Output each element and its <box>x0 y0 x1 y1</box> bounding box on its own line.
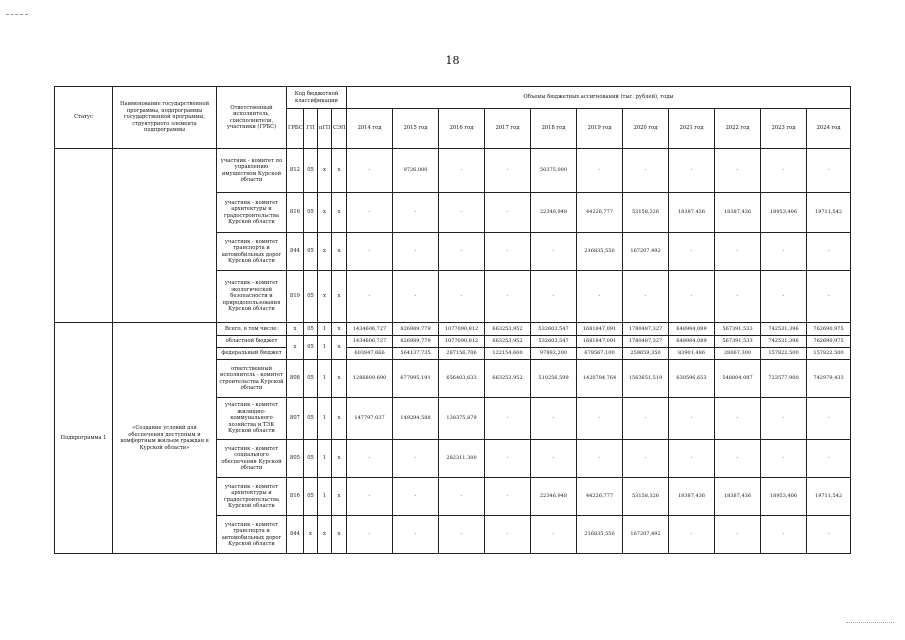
sep-cell: x <box>332 398 347 440</box>
value-cell: - <box>393 516 439 554</box>
header-responsible: Ответственный исполнитель, соисполнители, участники (ГРБС) <box>217 87 287 149</box>
value-cell: - <box>485 271 531 323</box>
header-year: 2019 год <box>577 109 623 149</box>
value-cell: 742531,396 <box>761 323 807 336</box>
value-cell: 157822,500 <box>807 348 851 360</box>
value-cell: 567391,533 <box>715 323 761 336</box>
gp-cell: 05 <box>304 193 318 233</box>
value-cell: 648984,089 <box>669 323 715 336</box>
value-cell: - <box>393 233 439 271</box>
value-cell: - <box>577 149 623 193</box>
total-label-cell: Всего, в том числе: <box>217 323 287 336</box>
value-cell: 216835,550 <box>577 233 623 271</box>
value-cell: - <box>623 398 669 440</box>
gp-cell: 05 <box>304 271 318 323</box>
pgp-cell: 1 <box>318 323 332 336</box>
value-cell: - <box>393 271 439 323</box>
header-year: 2015 год <box>393 109 439 149</box>
value-cell: - <box>669 398 715 440</box>
participant-cell: участник - комитет социального обеспечения Курской области <box>217 440 287 478</box>
grbs-cell: 844 <box>287 233 304 271</box>
subprogram-name-cell: «Создание условий для обеспечения доступным и комфортным жильем граждан в Курской области» <box>113 323 217 554</box>
value-cell: 723577,900 <box>761 360 807 398</box>
header-gp: ГП <box>304 109 318 149</box>
value-cell: 1681847,091 <box>577 323 623 336</box>
value-cell: 663253,952 <box>485 360 531 398</box>
value-cell: 677095,191 <box>393 360 439 398</box>
grbs-cell: x <box>287 336 304 360</box>
value-cell: - <box>761 233 807 271</box>
gp-cell: 05 <box>304 398 318 440</box>
value-cell: 157822,500 <box>761 348 807 360</box>
value-cell: 53158,326 <box>623 193 669 233</box>
value-cell: - <box>531 233 577 271</box>
value-cell: - <box>577 271 623 323</box>
value-cell: - <box>669 440 715 478</box>
value-cell: - <box>807 149 851 193</box>
value-cell: - <box>761 440 807 478</box>
value-cell: 97892,200 <box>531 348 577 360</box>
header-year: 2017 год <box>485 109 531 149</box>
value-cell: - <box>715 516 761 554</box>
value-cell: - <box>807 398 851 440</box>
sep-cell: x <box>332 323 347 336</box>
value-cell: 28067,300 <box>715 348 761 360</box>
pgp-cell: x <box>318 193 332 233</box>
grbs-cell: 812 <box>287 149 304 193</box>
value-cell: - <box>715 440 761 478</box>
value-cell: 742979,433 <box>807 360 851 398</box>
gp-cell: 05 <box>304 323 318 336</box>
value-cell: 1434606,727 <box>347 336 393 348</box>
header-sep: СЭП <box>332 109 347 149</box>
value-cell: 1434606,727 <box>347 323 393 336</box>
value-cell: - <box>485 149 531 193</box>
value-cell: 19711,542 <box>807 193 851 233</box>
pgp-cell: 1 <box>318 440 332 478</box>
value-cell: - <box>761 271 807 323</box>
value-cell: 147797,037 <box>347 398 393 440</box>
value-cell: - <box>439 193 485 233</box>
participant-cell: участник - комитет экологической безопасности и природопользования Курской области <box>217 271 287 323</box>
value-cell: 567391,533 <box>715 336 761 348</box>
value-cell: 742531,396 <box>761 336 807 348</box>
value-cell: - <box>531 440 577 478</box>
participant-cell: участник - комитет по управлению имуществом Курской области <box>217 149 287 193</box>
pgp-cell: 1 <box>318 398 332 440</box>
sep-cell: x <box>332 360 347 398</box>
participant-cell: участник - комитет архитектуры и градостроительства Курской области <box>217 478 287 516</box>
grbs-cell: 808 <box>287 360 304 398</box>
value-cell: 1420784,764 <box>577 360 623 398</box>
value-cell: 44226,777 <box>577 193 623 233</box>
value-cell: - <box>393 440 439 478</box>
value-cell: 603847,666 <box>347 348 393 360</box>
header-name: Наименование государственной программы, подпрограммы государственной программы, структурного элемента подпрограммы <box>113 87 217 149</box>
value-cell: - <box>761 149 807 193</box>
value-cell: 1780487,327 <box>623 323 669 336</box>
participant-cell: участник - комитет транспорта и автомобильных дорог Курской области <box>217 233 287 271</box>
pgp-cell: 1 <box>318 336 332 360</box>
subprogram-status-cell: Подпрограмма 1 <box>55 323 113 554</box>
status-cell-empty <box>55 149 113 323</box>
value-cell: 1563651,519 <box>623 360 669 398</box>
value-cell: - <box>669 149 715 193</box>
header-year: 2021 год <box>669 109 715 149</box>
pgp-cell: x <box>318 233 332 271</box>
value-cell: - <box>347 440 393 478</box>
value-cell: - <box>623 149 669 193</box>
grbs-cell: 807 <box>287 398 304 440</box>
value-cell: - <box>531 516 577 554</box>
gp-cell: x <box>304 516 318 554</box>
table-row <box>55 149 851 193</box>
value-cell: 1681847,091 <box>577 336 623 348</box>
value-cell: 679567,100 <box>577 348 623 360</box>
federal-budget-label: федеральный бюджет <box>221 350 282 356</box>
table-row-total <box>55 323 851 336</box>
value-cell: - <box>485 398 531 440</box>
value-cell: 83901,486 <box>669 348 715 360</box>
grbs-cell: 805 <box>287 440 304 478</box>
sep-cell: x <box>332 271 347 323</box>
value-cell: 18953,406 <box>761 193 807 233</box>
value-cell: - <box>807 271 851 323</box>
value-cell: - <box>439 271 485 323</box>
gp-cell: 05 <box>304 360 318 398</box>
scan-artifact-mark <box>6 14 28 15</box>
participant-cell: участник - комитет жилищно-коммунального хозяйства и ТЭК Курской области <box>217 398 287 440</box>
value-cell: 50375,000 <box>531 149 577 193</box>
value-cell: - <box>531 271 577 323</box>
value-cell: - <box>807 516 851 554</box>
value-cell: 762690,975 <box>807 323 851 336</box>
budget-allocation-table <box>54 86 851 554</box>
gp-cell: 05 <box>304 233 318 271</box>
value-cell: 648984,089 <box>669 336 715 348</box>
name-cell-empty <box>113 149 217 323</box>
value-cell: - <box>347 149 393 193</box>
value-cell: 564137,735 <box>393 348 439 360</box>
grbs-cell: 844 <box>287 516 304 554</box>
value-cell: 663253,952 <box>485 336 531 348</box>
header-year: 2016 год <box>439 109 485 149</box>
value-cell: 826989,779 <box>393 323 439 336</box>
value-cell: 9726,000 <box>393 149 439 193</box>
gp-cell: 05 <box>304 149 318 193</box>
value-cell: 630596,653 <box>669 360 715 398</box>
value-cell: - <box>485 478 531 516</box>
value-cell: - <box>761 516 807 554</box>
participant-cell: участник - комитет транспорта и автомобильных дорог Курской области <box>217 516 287 554</box>
header-grbs: ГРБС <box>287 109 304 149</box>
sep-cell: x <box>332 336 347 360</box>
value-cell: - <box>715 398 761 440</box>
value-cell: 18387,436 <box>669 193 715 233</box>
value-cell: 18387,436 <box>715 478 761 516</box>
value-cell: - <box>347 233 393 271</box>
value-cell: 1077090,812 <box>439 323 485 336</box>
value-cell: 149294,588 <box>393 398 439 440</box>
value-cell: 282311,300 <box>439 440 485 478</box>
header-year: 2022 год <box>715 109 761 149</box>
sep-cell: x <box>332 478 347 516</box>
value-cell: - <box>485 516 531 554</box>
value-cell: 138375,879 <box>439 398 485 440</box>
gp-cell: 05 <box>304 336 318 360</box>
value-cell: 122154,600 <box>485 348 531 360</box>
value-cell: - <box>761 398 807 440</box>
value-cell: - <box>485 233 531 271</box>
grbs-cell: 816 <box>287 193 304 233</box>
value-cell: 1780487,327 <box>623 336 669 348</box>
value-cell: - <box>577 440 623 478</box>
value-cell: - <box>715 271 761 323</box>
grbs-cell: x <box>287 323 304 336</box>
value-cell: 663253,952 <box>485 323 531 336</box>
value-cell: - <box>439 516 485 554</box>
value-cell: 532603,547 <box>531 323 577 336</box>
value-cell: 53158,326 <box>623 478 669 516</box>
value-cell: - <box>669 271 715 323</box>
value-cell: - <box>347 271 393 323</box>
value-cell: 656403,633 <box>439 360 485 398</box>
sep-cell: x <box>332 516 347 554</box>
value-cell: - <box>807 233 851 271</box>
value-cell: 18387,436 <box>715 193 761 233</box>
value-cell: - <box>439 149 485 193</box>
value-cell: - <box>347 478 393 516</box>
sep-cell: x <box>332 233 347 271</box>
value-cell: - <box>439 233 485 271</box>
value-cell: - <box>393 193 439 233</box>
value-cell: - <box>531 398 577 440</box>
value-cell: - <box>347 516 393 554</box>
grbs-cell: 816 <box>287 478 304 516</box>
sep-cell: x <box>332 440 347 478</box>
value-cell: 167207,492 <box>623 233 669 271</box>
value-cell: 826989,779 <box>393 336 439 348</box>
header-year: 2018 год <box>531 109 577 149</box>
value-cell: 532603,547 <box>531 336 577 348</box>
header-year: 2020 год <box>623 109 669 149</box>
budget-labels-cell <box>217 336 287 360</box>
header-pgp: пГП <box>318 109 332 149</box>
value-cell: 1286809,690 <box>347 360 393 398</box>
pgp-cell: 1 <box>318 360 332 398</box>
value-cell: - <box>715 149 761 193</box>
value-cell: 1077090,812 <box>439 336 485 348</box>
value-cell: - <box>347 193 393 233</box>
value-cell: 287156,706 <box>439 348 485 360</box>
value-cell: 44226,777 <box>577 478 623 516</box>
value-cell: - <box>485 193 531 233</box>
sep-cell: x <box>332 149 347 193</box>
gp-cell: 05 <box>304 478 318 516</box>
sep-cell: x <box>332 193 347 233</box>
value-cell: - <box>439 478 485 516</box>
pgp-cell: 1 <box>318 478 332 516</box>
pgp-cell: x <box>318 271 332 323</box>
regional-budget-label: областной бюджет <box>217 336 286 348</box>
pgp-cell: x <box>318 149 332 193</box>
header-year: 2023 год <box>761 109 807 149</box>
header-year: 2014 год <box>347 109 393 149</box>
header-budget-code: Код бюджетной классификации <box>287 87 347 109</box>
header-year: 2024 год <box>807 109 851 149</box>
value-cell: 19711,542 <box>807 478 851 516</box>
value-cell: 18387,436 <box>669 478 715 516</box>
value-cell: 762690,975 <box>807 336 851 348</box>
value-cell: 167207,492 <box>623 516 669 554</box>
value-cell: - <box>715 233 761 271</box>
participant-cell: ответственный исполнитель - комитет строительства Курской области <box>217 360 287 398</box>
value-cell: - <box>807 440 851 478</box>
value-cell: 259659,350 <box>623 348 669 360</box>
value-cell: 510256,599 <box>531 360 577 398</box>
value-cell: 216835,550 <box>577 516 623 554</box>
value-cell: 548804,097 <box>715 360 761 398</box>
gp-cell: 05 <box>304 440 318 478</box>
header-volumes: Объемы бюджетных ассигнований (тыс. рублей), годы <box>347 87 851 109</box>
value-cell: - <box>623 440 669 478</box>
value-cell: - <box>669 516 715 554</box>
value-cell: 18953,406 <box>761 478 807 516</box>
value-cell: - <box>623 271 669 323</box>
value-cell: - <box>577 398 623 440</box>
page-number: 18 <box>445 54 460 67</box>
scan-artifact-mark <box>846 622 894 623</box>
participant-cell: участник - комитет архитектуры и градостроительства Курской области <box>217 193 287 233</box>
value-cell: - <box>485 440 531 478</box>
value-cell: 22346,948 <box>531 478 577 516</box>
value-cell: - <box>393 478 439 516</box>
header-status: Статус <box>55 87 113 149</box>
value-cell: - <box>669 233 715 271</box>
grbs-cell: 819 <box>287 271 304 323</box>
pgp-cell: x <box>318 516 332 554</box>
value-cell: 22346,948 <box>531 193 577 233</box>
